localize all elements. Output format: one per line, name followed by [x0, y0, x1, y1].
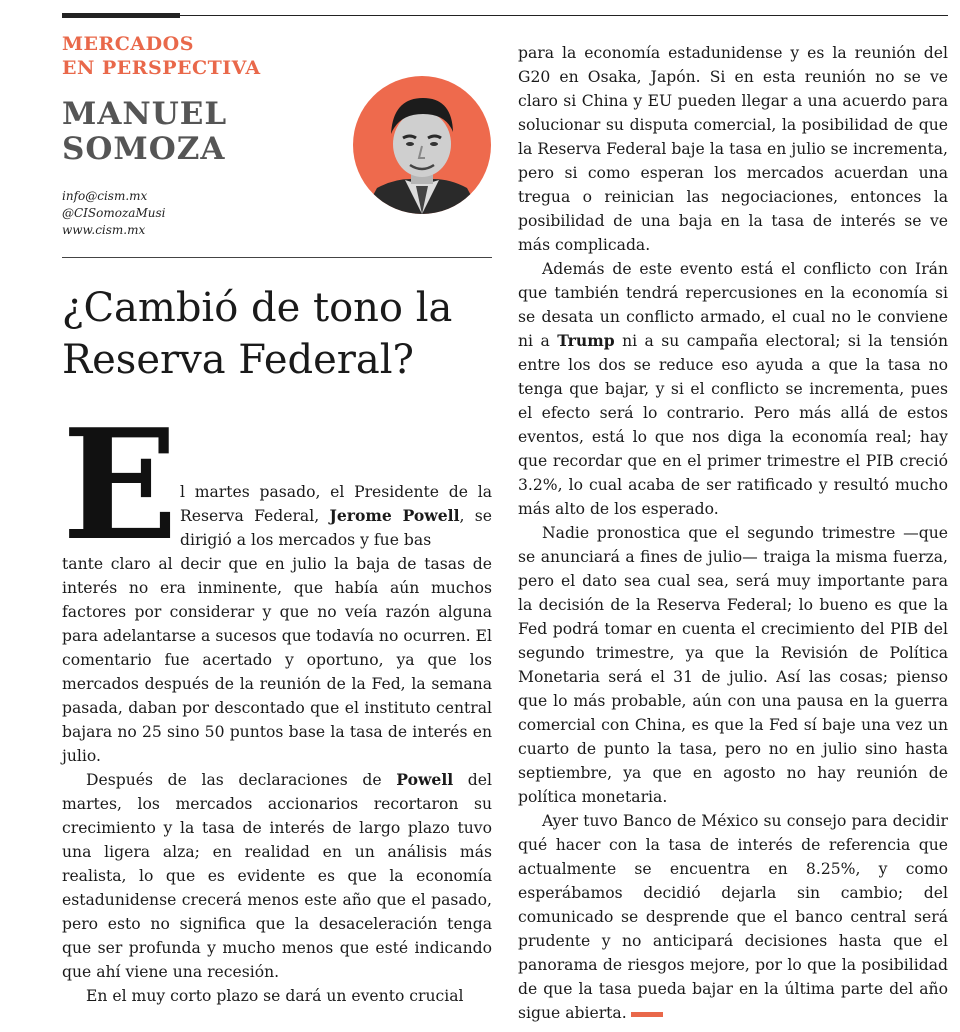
- author-last-name: SOMOZA: [62, 131, 226, 167]
- p1-text-b-start: , se dirigió a los mercados y fue bas: [180, 507, 492, 549]
- headline-line-1: ¿Cambió de tono la: [62, 285, 453, 331]
- p1-text-a: l martes pasado, el Presidente de la Reserva Federal,: [180, 483, 492, 525]
- contact-handle: @CISomozaMusi: [62, 206, 166, 220]
- p6-text: Ayer tuvo Banco de México su consejo para decidir qué hacer con la tasa de interés de referencia que actualmente se encuentra en 8.25%, y como esperábamos decidió dejarla sin cambio; del comunicado se desprende que el banco central será prudente y no anticipará decisiones hasta que el panorama de riesgos mejore, por lo que la posibilidad de que la tasa pueda bajar en la última parte del año sigue abierta.: [518, 812, 948, 1022]
- author-portrait: [353, 76, 491, 214]
- paragraph-4: [518, 257, 948, 521]
- p4-text-b: ni a su campaña electoral; si la tensión entre los dos se reduce eso ayuda a que la tasa no tenga que bajar, y si el conflicto se incrementa, pues el efecto será lo contrario. Pero más allá de estos eventos, está lo que nos diga la economía real; hay que recordar que en el primer trimestre el PIB creció 3.2%, lo cual acaba de ser ratificado y resultó mucho más alto de los esperado.: [518, 332, 948, 518]
- author-first-name: MANUEL: [62, 96, 228, 132]
- p2-text-a: Después de las declaraciones de: [86, 771, 397, 789]
- paragraph-6: [518, 809, 948, 1025]
- end-mark: [631, 1012, 663, 1017]
- p4-text-a: Además de este evento está el conflicto con Irán que también tendrá repercusiones en la economía si se desata un conflicto armado, el cual no le conviene ni a: [518, 260, 948, 350]
- paragraph-3-continued: para la economía estadunidense y es la reunión del G20 en Osaka, Japón. Si en esta reunión no se ve claro si China y EU pueden llegar a una acuerdo para solucionar su disputa comercial, la posibilidad de que la Reserva Federal baje la tasa en julio se incrementa, pero si como esperan los mercados acuerdan una tregua o reinician las negociaciones, entonces la posibilidad de una baja en la tasa de interés se ve más complicada.: [518, 44, 948, 254]
- p4-name: Trump: [557, 331, 615, 350]
- section-kicker: [62, 32, 261, 80]
- contact-email: info@cism.mx: [62, 189, 148, 203]
- portrait-illustration: [353, 76, 491, 214]
- paragraph-1-continued: [62, 552, 492, 768]
- paragraph-2: [62, 768, 492, 984]
- header-separator: [62, 257, 492, 258]
- left-column: [62, 552, 492, 1008]
- header-rule-thick: [62, 13, 180, 18]
- p1-name: Jerome Powell: [329, 506, 460, 525]
- article-headline: [62, 282, 492, 386]
- p2-text-b: del martes, los mercados accionarios recortaron su crecimiento y la tasa de interés de largo plazo tuvo una ligera alza; en realidad en un análisis más realista, lo que es evidente es que la economía estadunidense crecerá menos este año que el pasado, pero esto no significa que la desaceleración tenga que ser profunda y mucho menos que esté indicando que ahí viene una recesión.: [62, 771, 493, 981]
- p2-name: Powell: [396, 770, 454, 789]
- paragraph-3: En el muy corto plazo se dará un evento crucial: [86, 987, 464, 1005]
- section-line-1: MERCADOS: [62, 33, 194, 55]
- drop-cap: E: [62, 395, 178, 574]
- header-rule-thin: [180, 15, 948, 16]
- contact-web: www.cism.mx: [62, 223, 146, 237]
- p1-text-b: tante claro al decir que en julio la baja de tasas de interés no era inminente, que había aún muchos factores por considerar y que no veía razón alguna para adelantarse a sucesos que todavía no ocurren. El comentario fue acertado y oportuno, ya que los mercados después de la reunión de la Fed, la semana pasada, daban por descontado que el instituto central bajara no 25 sino 50 puntos base la tasa de interés en julio.: [62, 555, 492, 765]
- author-name: [62, 97, 227, 167]
- section-line-2: EN PERSPECTIVA: [62, 57, 261, 79]
- paragraph-1-opening: [180, 480, 492, 552]
- headline-line-2: Reserva Federal?: [62, 337, 414, 383]
- paragraph-5: Nadie pronostica que el segundo trimestre —que se anunciará a fines de julio— traiga la misma fuerza, pero el dato sea cual sea, será muy importante para la decisión de la Reserva Federal; lo bueno es que la Fed podrá tomar en cuenta el crecimiento del PIB del segundo trimestre, ya que la Revisión de Política Monetaria será el 31 de julio. Así las cosas; pienso que lo más probable, aún con una pausa en la guerra comercial con China, es que la Fed sí baje una vez un cuarto de punto la tasa, pero no en julio sino hasta septiembre, ya que en agosto no hay reunión de política monetaria.: [518, 524, 948, 806]
- right-column: [518, 41, 948, 1025]
- author-contact: [62, 188, 165, 239]
